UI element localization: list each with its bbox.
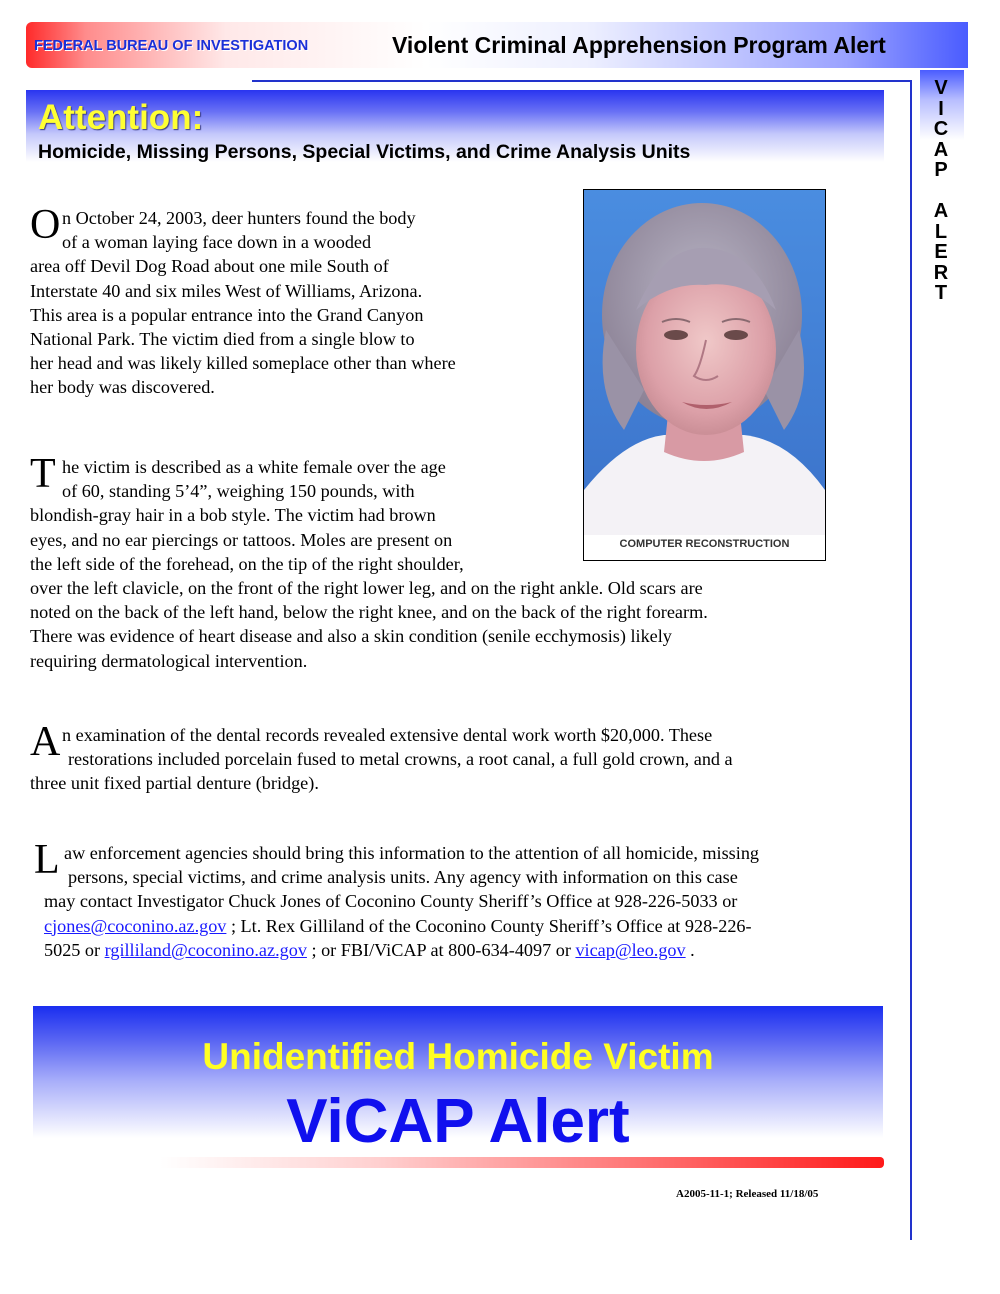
text-line: This area is a popular entrance into the Grand Canyon	[30, 304, 424, 325]
dropcap: L	[34, 837, 60, 883]
email-link-rgilliland[interactable]: rgilliland@coconino.az.gov	[104, 939, 307, 960]
attention-subtitle: Homicide, Missing Persons, Special Victims, and Crime Analysis Units	[38, 141, 691, 163]
side-letter: L	[934, 220, 948, 243]
email-link-cjones[interactable]: cjones@coconino.az.gov	[44, 915, 227, 936]
dropcap: O	[30, 202, 61, 248]
text-line: noted on the back of the left hand, below the right knee, and on the back of the right forearm.	[30, 602, 708, 623]
text-line: requiring dermatological intervention.	[30, 650, 308, 671]
text-fragment: ; Lt. Rex Gilliland of the Coconino County Sheriff’s Office at 928-226-	[226, 915, 752, 936]
text-line: may contact Investigator Chuck Jones of Coconino County Sheriff’s Office at 928-226-5033 or	[44, 891, 738, 912]
text-line: her body was discovered.	[30, 377, 215, 398]
text-line: National Park. The victim died from a single blow to	[30, 329, 415, 350]
side-letter	[926, 181, 956, 202]
text-line: restorations included porcelain fused to metal crowns, a root canal, a full gold crown, and a	[68, 749, 733, 770]
text-line: area off Devil Dog Road about one mile South of	[30, 256, 389, 277]
side-divider	[910, 80, 912, 1240]
text-line: her head and was likely killed someplace other than where	[30, 353, 456, 374]
side-letter: T	[934, 282, 948, 304]
side-letter: A	[933, 138, 949, 161]
agency-label: FEDERAL BUREAU OF INVESTIGATION	[34, 38, 309, 54]
text-line: There was evidence of heart disease and also a skin condition (senile ecchymosis) likely	[30, 626, 672, 647]
text-line: over the left clavicle, on the front of the right lower leg, and on the right ankle. Old scars are	[30, 578, 703, 599]
text-line: n examination of the dental records revealed extensive dental work worth $20,000. These	[62, 725, 713, 745]
email-link-vicap[interactable]: vicap@leo.gov	[575, 939, 686, 960]
release-note: A2005-11-1; Released 11/18/05	[676, 1188, 819, 1200]
text-line: persons, special victims, and crime analysis units. Any agency with information on this case	[68, 867, 738, 888]
bottom-title: Unidentified Homicide Victim	[202, 1036, 714, 1077]
side-letter: E	[934, 241, 948, 263]
text-line: of 60, standing 5’4”, weighing 150 pounds, with	[62, 481, 415, 502]
paragraph-discovery	[30, 202, 456, 400]
text-fragment: .	[685, 939, 695, 960]
bottom-subtitle: ViCAP Alert	[286, 1087, 630, 1156]
text-fragment: 5025 or	[44, 939, 105, 960]
side-banner-text	[926, 78, 956, 304]
text-line	[30, 938, 759, 962]
program-title: Violent Criminal Apprehension Program Alert	[392, 32, 886, 58]
text-line: three unit fixed partial denture (bridge).	[30, 773, 319, 794]
text-line: he victim is described as a white female over the age	[62, 457, 446, 477]
red-divider	[160, 1157, 884, 1168]
photo-caption: COMPUTER RECONSTRUCTION	[619, 538, 790, 550]
side-letter: C	[933, 118, 949, 140]
text-fragment: ; or FBI/ViCAP at 800-634-4097 or	[306, 939, 576, 960]
text-line: the left side of the forehead, on the tip of the right shoulder,	[30, 553, 464, 574]
side-letter: P	[934, 159, 948, 181]
text-line: aw enforcement agencies should bring this information to the attention of all homicide, missing	[64, 843, 760, 863]
paragraph-description	[30, 451, 708, 673]
text-line: eyes, and no ear piercings or tattoos. Moles are present on	[30, 529, 453, 550]
paragraph-contact	[30, 837, 760, 962]
dropcap: A	[30, 719, 61, 765]
text-line: Interstate 40 and six miles West of Williams, Arizona.	[30, 280, 423, 301]
side-letter: A	[933, 200, 949, 222]
text-line: blondish-gray hair in a bob style. The victim had brown	[30, 505, 436, 526]
paragraph-dental	[30, 719, 733, 796]
text-line: of a woman laying face down in a wooded	[62, 232, 372, 253]
text-line	[30, 914, 759, 938]
side-letter: I	[938, 97, 944, 120]
text-line: n October 24, 2003, deer hunters found the body	[62, 208, 416, 228]
side-letter: R	[933, 261, 949, 284]
header-divider	[252, 80, 912, 82]
dropcap: T	[30, 451, 56, 497]
attention-title: Attention:	[38, 98, 204, 137]
side-letter: V	[934, 77, 948, 99]
